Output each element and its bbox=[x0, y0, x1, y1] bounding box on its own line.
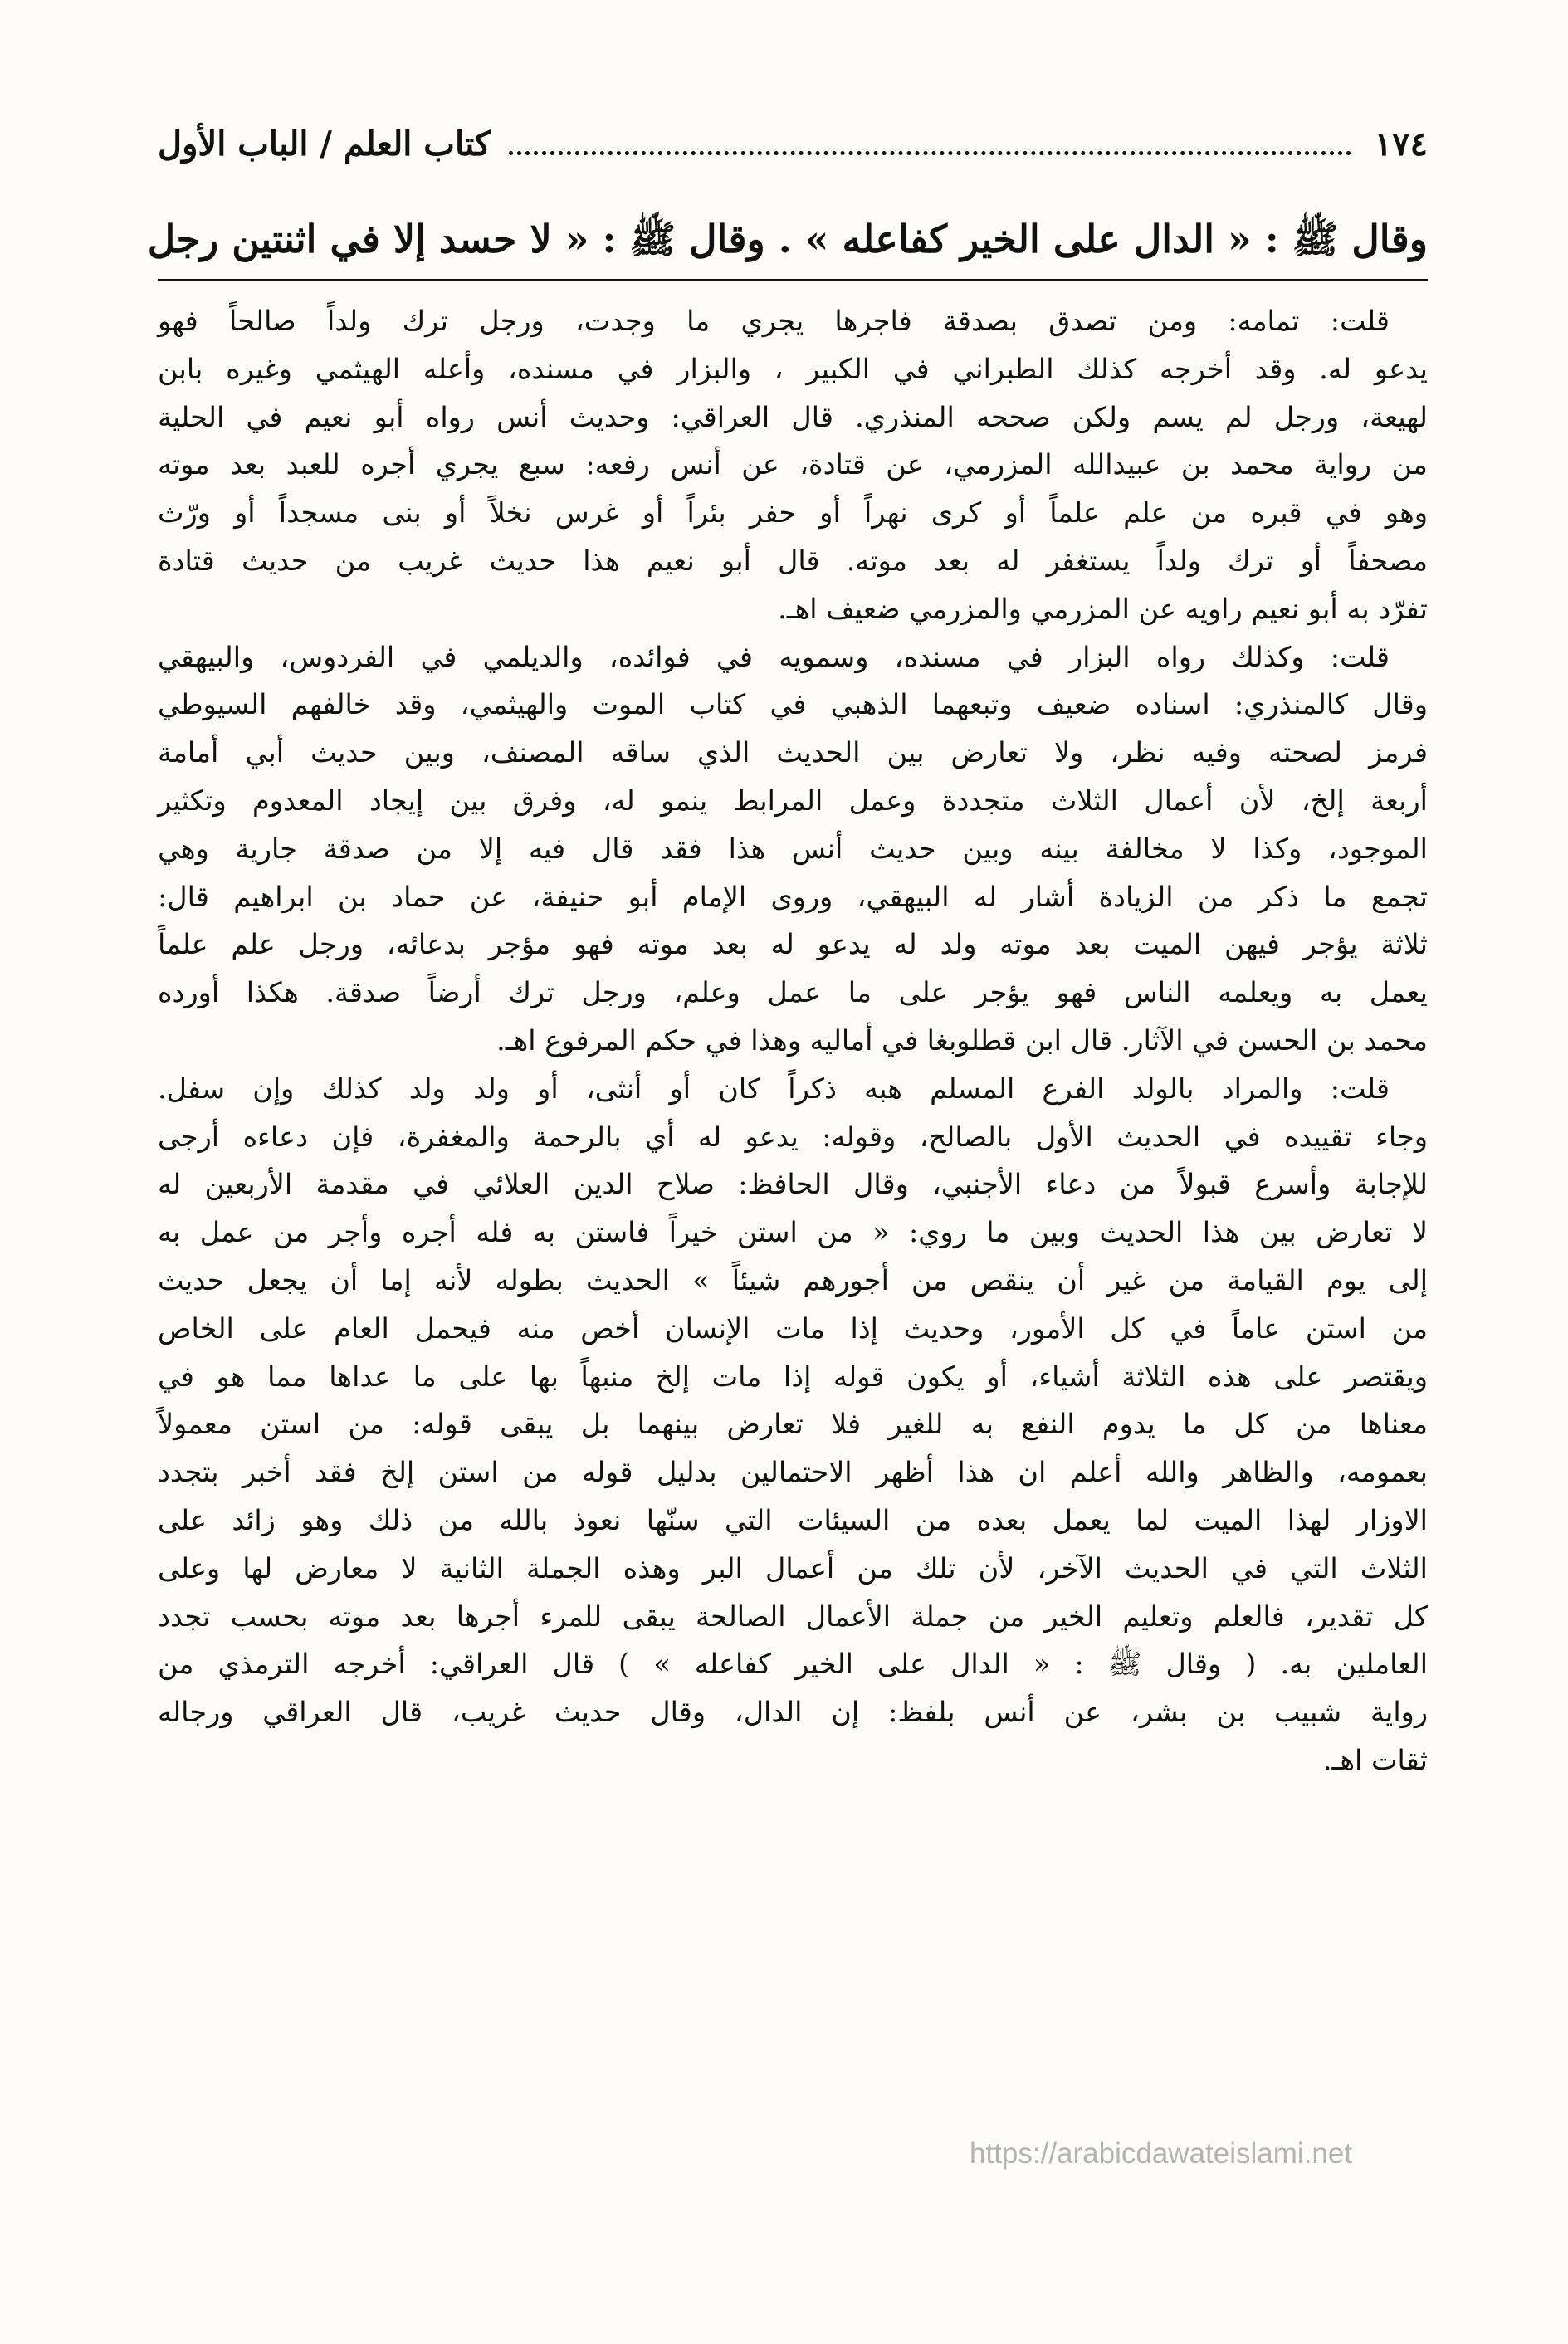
text-line: تجمع ما ذكر من الزيادة أشار له البيهقي، وروى الإمام أبو حنيفة، عن حماد بن ابراهيم قال: bbox=[158, 880, 1428, 913]
commentary-paragraph bbox=[158, 1065, 1428, 1785]
text-line: أربعة إلخ، لأن أعمال الثلاث متجددة وعمل المرابط ينمو له، وفرق بين إيجاد المعدوم وتكثير bbox=[158, 784, 1428, 817]
text-line: ثلاثة يؤجر فيهن الميت بعد موته ولد له يدعو له بعد موته فهو مؤجر بدعائه، ورجل علم علماً bbox=[158, 928, 1428, 961]
text-line: وهو في قبره من علم علماً أو كرى نهراً أو حفر بئراً أو غرس نخلاً أو بنى مسجداً أو ورّث bbox=[158, 496, 1428, 530]
text-line: وقال كالمنذري: اسناده ضعيف وتبعهما الذهبي في كتاب الموت والهيثمي، وقد خالفهم السيوطي bbox=[158, 688, 1428, 721]
text-line: فرمز لصحته وفيه نظر، ولا تعارض بين الحديث الذي ساقه المصنف، وبين حديث أبي أمامة bbox=[158, 736, 1428, 769]
page bbox=[147, 125, 1428, 1785]
text-line: العاملين به. ( وقال ﷺ : « الدال على الخير كفاعله » ) قال العراقي: أخرجه الترمذي من bbox=[158, 1648, 1428, 1681]
text-line: محمد بن الحسن في الآثار. قال ابن قطلوبغا في أماليه وهذا في حكم المرفوع اهـ. bbox=[496, 1023, 1428, 1057]
text-line: للإجابة وأسرع قبولاً من دعاء الأجنبي، وقال الحافظ: صلاح الدين العلائي في مقدمة الأربعين له bbox=[158, 1168, 1428, 1201]
commentary bbox=[158, 297, 1428, 1785]
text-line: الثلاث التي في الحديث الآخر، لأن تلك من أعمال البر وهذه الجملة الثانية لا معارض لها وعلى bbox=[158, 1551, 1428, 1585]
text-line: وجاء تقييده في الحديث الأول بالصالح، وقوله: يدعو له أي بالرحمة والمغفرة، فإن دعاءه أرجى bbox=[158, 1120, 1428, 1153]
text-line: يعمل به ويعلمه الناس فهو يؤجر على ما عمل وعلم، ورجل ترك أرضاً صدقة. هكذا أورده bbox=[158, 976, 1428, 1009]
text-line: يدعو له. وقد أخرجه كذلك الطبراني في الكبير ، والبزار في مسنده، وأعله الهيثمي وغيره بابن bbox=[158, 352, 1428, 385]
text-line: معناها من كل ما يدوم النفع به للغير فلا تعارض بينهما بل يبقى قوله: من استن معمولاً bbox=[158, 1408, 1428, 1441]
text-line: لهيعة، ورجل لم يسم ولكن صححه المنذري. قال العراقي: وحديث أنس رواه أبو نعيم في الحلية bbox=[158, 400, 1428, 433]
running-title: كتاب العلم / الباب الأول bbox=[158, 125, 491, 164]
text-line: من استن عاماً في كل الأمور، وحديث إذا مات الإنسان أخص منه فيحمل العام على الخاص bbox=[158, 1311, 1428, 1345]
text-line: الموجود، وكذا لا مخالفة بينه وبين حديث أنس هذا فقد قال فيه إلا من صدقة جارية وهي bbox=[158, 832, 1428, 865]
page-header bbox=[158, 125, 1428, 191]
text-line: كل تقدير، فالعلم وتعليم الخير من جملة الأعمال الصالحة يبقى للمرء أجرها بعد موته بحسب تجدد bbox=[158, 1599, 1428, 1633]
commentary-paragraph bbox=[158, 297, 1428, 633]
main-text: وقال ﷺ : « الدال على الخير كفاعله » . وقال ﷺ : « لا حسد إلا في اثنتين رجل bbox=[147, 217, 1428, 261]
watermark-url: https://arabicdawateislami.net bbox=[970, 2137, 1353, 2170]
text-line: قلت: تمامه: ومن تصدق بصدقة فاجرها يجري ما وجدت، ورجل ترك ولداً صالحاً فهو bbox=[158, 305, 1390, 337]
text-line: إلى يوم القيامة من غير أن ينقص من أجورهم شيئاً » الحديث بطوله لأنه إما أن يجعل حديث bbox=[158, 1263, 1428, 1297]
commentary-paragraph bbox=[158, 633, 1428, 1065]
text-line: لا تعارض بين هذا الحديث وبين ما روي: « من استن خيراً فاستن به فله أجره وأجر من عمل به bbox=[158, 1216, 1428, 1249]
text-line: الاوزار لهذا الميت لما يعمل بعده من السيئات التي سنّها نعوذ بالله من ذلك وهو زائد على bbox=[158, 1503, 1428, 1536]
text-line: مصحفاً أو ترك ولداً يستغفر له بعد موته. قال أبو نعيم هذا حديث غريب من حديث قتادة bbox=[158, 544, 1428, 577]
text-line: ثقات اهـ. bbox=[1322, 1743, 1428, 1776]
separator-rule bbox=[158, 279, 1428, 281]
text-line: رواية شبيب بن بشر، عن أنس بلفظ: إن الدال، وقال حديث غريب، قال العراقي ورجاله bbox=[158, 1696, 1428, 1729]
text-line: قلت: والمراد بالولد الفرع المسلم هبه ذكراً كان أو أنثى، أو ولد ولد كذلك وإن سفل. bbox=[158, 1072, 1390, 1105]
text-line: ويقتصر على هذه الثلاثة أشياء، أو يكون قوله إذا مات إلخ منبهاً بها على ما عداها مما هو في bbox=[158, 1360, 1428, 1393]
text-line: بعمومه، والظاهر والله أعلم ان هذا أظهر الاحتمالين بدليل قوله من استن إلخ فقد أخبر بتجدد bbox=[158, 1456, 1428, 1489]
text-line: من رواية محمد بن عبيدالله المزرمي، عن قتادة، عن أنس رفعه: سبع يجري أجره للعبد بعد موته bbox=[158, 448, 1428, 481]
dotted-leader bbox=[509, 129, 1351, 155]
text-line: قلت: وكذلك رواه البزار في مسنده، وسمويه في فوائده، والديلمي في الفردوس، والبيهقي bbox=[158, 640, 1390, 673]
page-number: ١٧٤ bbox=[1374, 125, 1428, 164]
text-line: تفرّد به أبو نعيم راويه عن المزرمي والمزرمي ضعيف اهـ. bbox=[778, 592, 1428, 625]
